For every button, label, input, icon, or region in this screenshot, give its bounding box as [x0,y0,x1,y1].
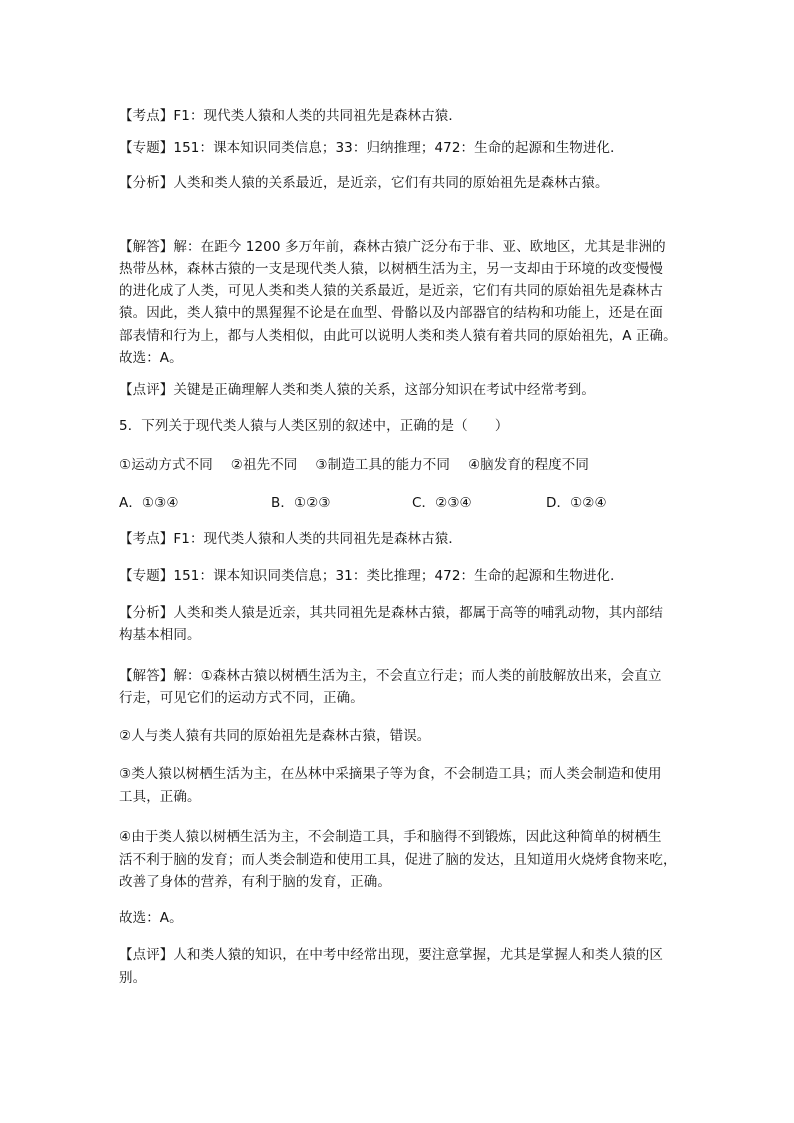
option-a[interactable]: A．①③④ [119,495,179,511]
q5-dianping-line: 【点评】人和类人猿的知识，在中考中经常出现，要注意掌握，尤其是掌握人和类人猿的区 [119,947,663,963]
q4-answer: 故选：A。 [119,350,183,366]
q5-jieda-item2: ②人与类人猿有共同的原始祖先是森林古猿，错误。 [119,728,431,744]
option-b[interactable]: B．①②③ [271,495,331,511]
q5-jieda-line: 【解答】解：①森林古猿以树栖生活为主，不会直立行走；而人类的前肢解放出来，会直立 [119,668,662,684]
option-c[interactable]: C．②③④ [412,495,472,511]
q4-jieda-line: 的进化成了人类，可见人类和类人猿的关系最近，是近亲，它们有共同的原始祖先是森林古 [119,283,663,299]
q4-kaodian: 【考点】F1：现代类人猿和人类的共同祖先是森林古猿． [119,108,462,124]
q5-jieda-line: ④由于类人猿以树栖生活为主，不会制造工具，手和脑得不到锻炼，因此这种简单的树栖生 [119,829,662,845]
q5-fenxi-line: 【分析】人类和类人猿是近亲，其共同祖先是森林古猿，都属于高等的哺乳动物，其内部结 [119,605,663,621]
q5-question: 5．下列关于现代类人猿与人类区别的叙述中，正确的是（ ） [119,418,509,434]
q5-dianping-line: 别。 [119,970,147,986]
q5-jieda-line: ③类人猿以树栖生活为主，在丛林中采摘果子等为食，不会制造工具；而人类会制造和使用 [119,766,662,782]
q5-jieda-line: 改善了身体的营养，有利于脑的发育，正确。 [119,874,391,890]
q5-fenxi-line: 构基本相同。 [119,627,201,643]
q5-kaodian: 【考点】F1：现代类人猿和人类的共同祖先是森林古猿． [119,531,462,547]
q4-jieda-line: 猿。因此，类人猿中的黑猩猩不论是在血型、骨骼以及内部器官的结构和功能上，还是在面 [119,305,663,321]
q4-fenxi: 【分析】人类和类人猿的关系最近，是近亲，它们有共同的原始祖先是森林古猿。 [119,175,609,191]
q4-jieda-line: 热带丛林，森林古猿的一支是现代类人猿，以树栖生活为主，另一支却由于环境的改变慢慢 [119,261,663,277]
q4-zhuanti: 【专题】151：课本知识同类信息；33：归纳推理；472：生命的起源和生物进化． [119,140,624,156]
q5-jieda-line: 活不利于脑的发育；而人类会制造和使用工具，促进了脑的发达，且知道用火烧烤食物来吃， [119,852,677,868]
q5-items: ①运动方式不同 ②祖先不同 ③制造工具的能力不同 ④脑发育的程度不同 [119,457,589,473]
q5-jieda-line: 行走，可见它们的运动方式不同，正确。 [119,690,364,706]
q4-jieda-line: 部表情和行为上，都与人类相似，由此可以说明人类和类人猿有着共同的原始祖先，A 正确。 [119,328,677,344]
q5-zhuanti: 【专题】151：课本知识同类信息；31：类比推理；472：生命的起源和生物进化． [119,568,624,584]
q4-jieda-line: 【解答】解：在距今 1200 多万年前，森林古猿广泛分布于非、亚、欧地区，尤其是非洲的 [119,239,666,255]
option-d[interactable]: D．①②④ [546,495,607,511]
q5-answer: 故选：A。 [119,910,183,926]
q5-jieda-line: 工具，正确。 [119,789,201,805]
q4-dianping: 【点评】关键是正确理解人类和类人猿的关系，这部分知识在考试中经常考到。 [119,382,595,398]
